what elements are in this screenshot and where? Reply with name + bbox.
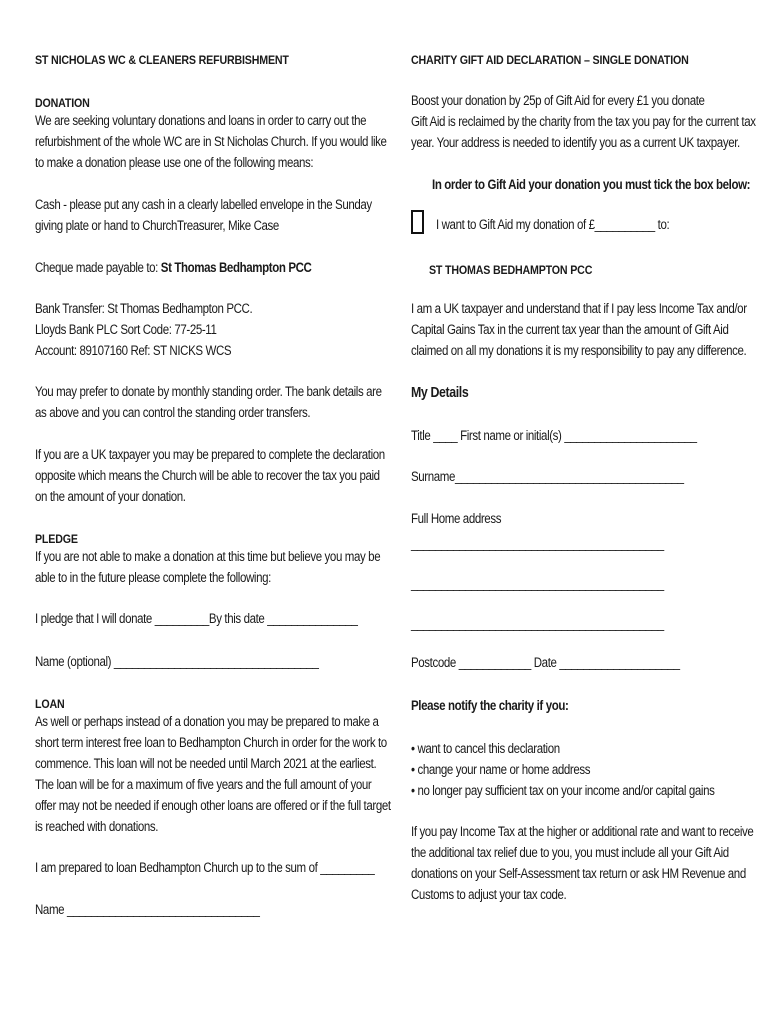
boost-text-line: Boost your donation by 25p of Gift Aid for every £1 you donate [411,93,705,108]
charity-name: ST THOMAS BEDHAMPTON PCC [429,263,593,277]
account-line: Account: 89107160 Ref: ST NICKS WCS [35,343,232,358]
gift-aid-title: CHARITY GIFT AID DECLARATION – SINGLE DONATION [411,53,689,67]
standing-order-line: as above and you can control the standing order transfers. [35,405,311,420]
cash-text-line: Cash - please put any cash in a clearly labelled envelope in the Sunday [35,197,372,212]
cheque-label: Cheque made payable to: [35,260,161,275]
loan-text-line: short term interest free loan to Bedhampton Church in order for the work to [35,735,387,750]
gift-aid-checkbox[interactable] [411,210,424,234]
declaration-line: Capital Gains Tax in the current tax year than the amount of Gift Aid [411,322,729,337]
loan-name-field[interactable]: Name ________________________________ [35,902,260,917]
name-optional-field[interactable]: Name (optional) __________________________________ [35,654,319,669]
refurbishment-title: ST NICHOLAS WC & CLEANERS REFURBISHMENT [35,53,289,67]
my-details-heading: My Details [411,385,469,401]
higher-rate-line: Customs to adjust your tax code. [411,887,567,902]
taxpayer-line: If you are a UK taxpayer you may be prepared to complete the declaration [35,447,385,462]
declaration-line: I am a UK taxpayer and understand that if I pay less Income Tax and/or [411,301,747,316]
standing-order-line: You may prefer to donate by monthly standing order. The bank details are [35,384,382,399]
notify-item: • no longer pay sufficient tax on your income and/or capital gains [411,783,715,798]
boost-text-line: year. Your address is needed to identify you as a current UK taxpayer. [411,135,740,150]
pledge-text-line: If you are not able to make a donation at this time but believe you may be [35,549,381,564]
higher-rate-line: If you pay Income Tax at the higher or additional rate and want to receive [411,824,754,839]
pledge-text-line: able to in the future please complete the following: [35,570,271,585]
donation-text-line: We are seeking voluntary donations and loans in order to carry out the [35,113,367,128]
taxpayer-line: opposite which means the Church will be able to recover the tax you paid [35,468,380,483]
boost-text-line: Gift Aid is reclaimed by the charity from the tax you pay for the current tax [411,114,756,129]
title-firstname-field[interactable]: Title ____ First name or initial(s) ______________________ [411,428,697,443]
loan-text-line: The loan will be for a maximum of five years and the full amount of your [35,777,372,792]
higher-rate-line: the additional tax relief due to you, you must include all your Gift Aid [411,845,729,860]
donation-text-line: to make a donation please use one of the following means: [35,155,314,170]
cash-text-line: giving plate or hand to ChurchTreasurer, Mike Case [35,218,279,233]
pledge-amount-field[interactable]: I pledge that I will donate _________By this date _______________ [35,611,358,626]
tick-instruction: In order to Gift Aid your donation you must tick the box below: [432,177,751,192]
loan-amount-field[interactable]: I am prepared to loan Bedhampton Church up to the sum of _________ [35,860,375,875]
address-field-line[interactable]: __________________________________________ [411,616,664,631]
gift-aid-checkbox-label: I want to Gift Aid my donation of £__________ to: [436,217,670,232]
bank-transfer-line: Bank Transfer: St Thomas Bedhampton PCC. [35,301,253,316]
cheque-payee: St Thomas Bedhampton PCC [160,260,312,275]
notify-heading: Please notify the charity if you: [411,698,569,713]
address-field-line[interactable]: __________________________________________ [411,576,664,591]
loan-heading: LOAN [35,697,65,711]
donation-heading: DONATION [35,96,90,110]
taxpayer-line: on the amount of your donation. [35,489,186,504]
loan-text-line: commence. This loan will not be needed until March 2021 at the earliest. [35,756,377,771]
home-address-label: Full Home address [411,511,502,526]
loan-text-line: As well or perhaps instead of a donation you may be prepared to make a [35,714,379,729]
pledge-heading: PLEDGE [35,532,78,546]
donation-text-line: refurbishment of the whole WC are in St Nicholas Church. If you would like [35,134,387,149]
address-field-line[interactable]: __________________________________________ [411,536,664,551]
loan-text-line: is reached with donations. [35,819,159,834]
notify-item: • change your name or home address [411,762,591,777]
notify-item: • want to cancel this declaration [411,741,560,756]
loan-text-line: offer may not be needed if enough other loans are offered or if the full target [35,798,391,813]
declaration-line: claimed on all my donations it is my responsibility to pay any difference. [411,343,747,358]
postcode-date-field[interactable]: Postcode ____________ Date ____________________ [411,655,680,670]
sort-code-line: Lloyds Bank PLC Sort Code: 77-25-11 [35,322,217,337]
surname-field[interactable]: Surname______________________________________ [411,469,684,484]
higher-rate-line: donations on your Self-Assessment tax return or ask HM Revenue and [411,866,746,881]
cheque-line [35,257,311,278]
